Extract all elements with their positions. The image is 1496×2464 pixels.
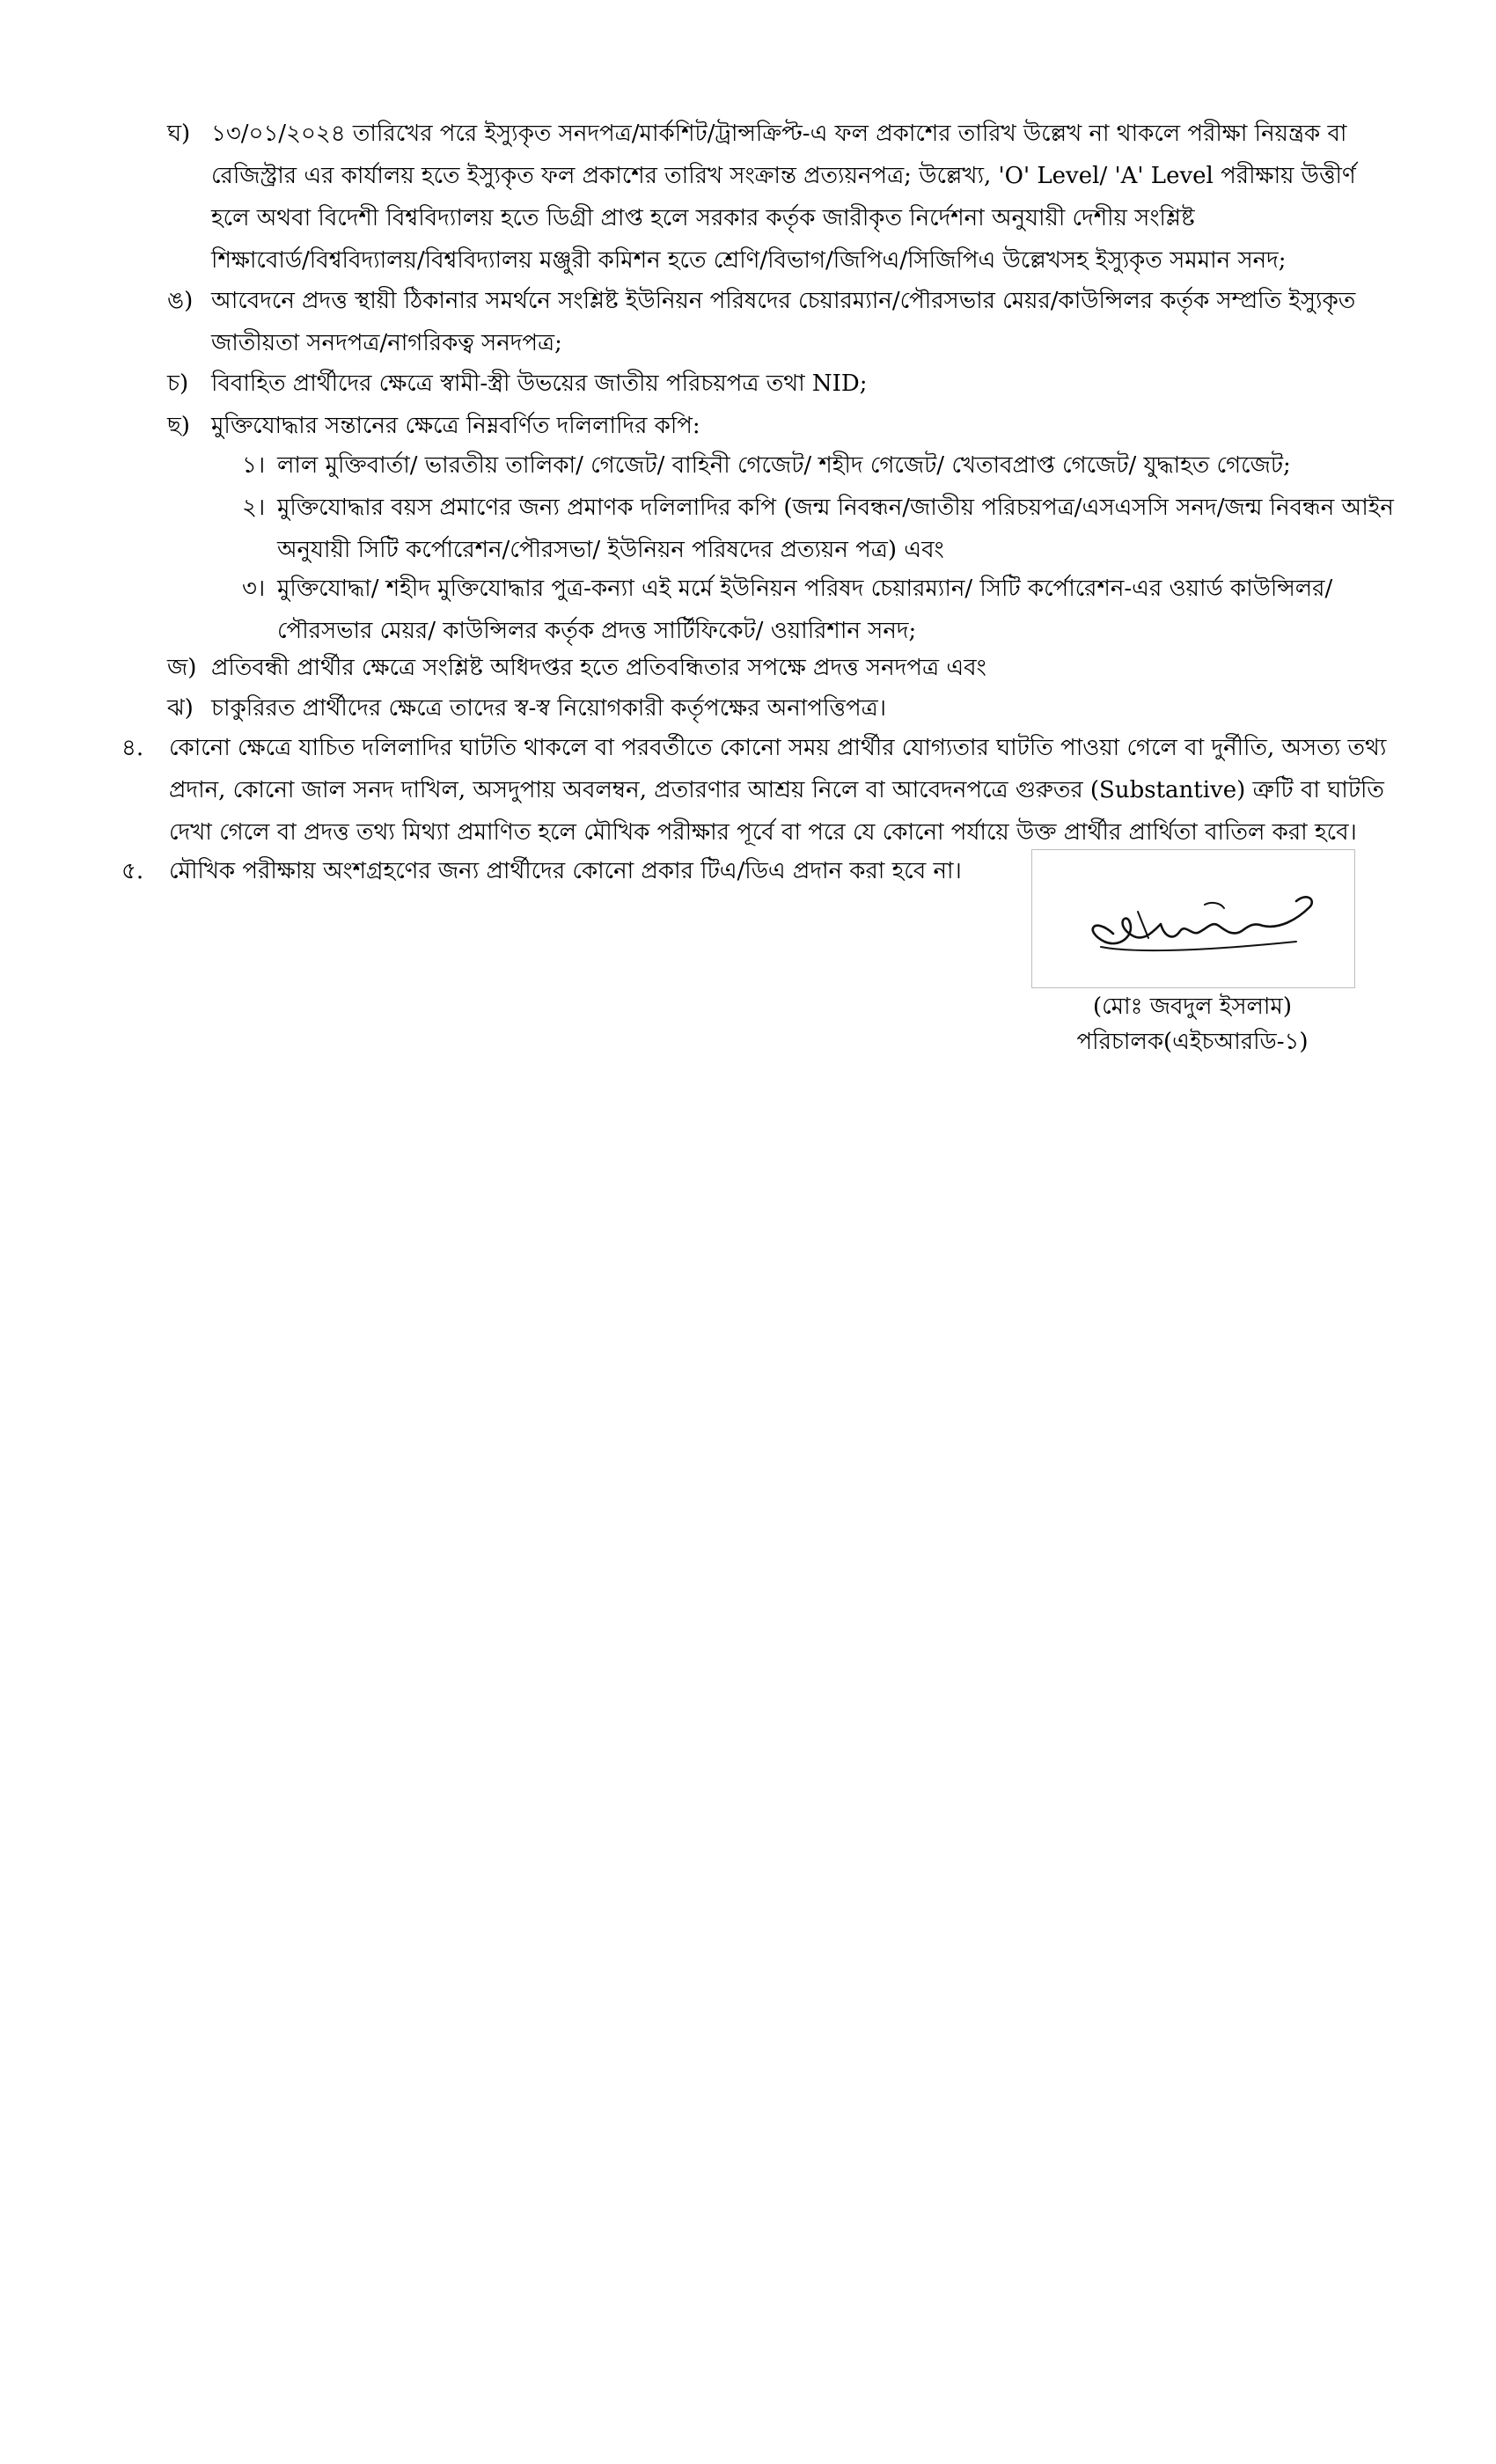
text-line: ১৩/০১/২০২৪ তারিখের পরে ইস্যুকৃত সনদপত্র/মার্কশিট/ট্রান্সক্রিপ্ট-এ ফল প্রকাশের তারিখ উল্লেখ না থাকলে পরীক্ষা নিয়ন্ত্রক বা [211, 121, 1347, 147]
text-line: দেখা গেলে বা প্রদত্ত তথ্য মিথ্যা প্রমাণিত হলে মৌখিক পরীক্ষার পূর্বে বা পরে যে কোনো পর্যায়ে উক্ত প্রার্থীর প্রার্থিতা বাতিল করা হবে। [169, 819, 1357, 846]
list-marker: ২। [242, 495, 266, 521]
list-marker: জ) [167, 655, 197, 681]
text-line: লাল মুক্তিবার্তা/ ভারতীয় তালিকা/ গেজেট/ বাহিনী গেজেট/ শহীদ গেজেট/ খেতাবপ্রাপ্ত গেজেট/ যুদ্ধাহত গেজেট; [277, 452, 1291, 479]
signature-box [1031, 849, 1355, 988]
text-line: মৌখিক পরীক্ষায় অংশগ্রহণের জন্য প্রার্থীদের কোনো প্রকার টিএ/ডিএ প্রদান করা হবে না। [169, 858, 962, 884]
list-marker: ৩। [242, 576, 266, 602]
text-line: জাতীয়তা সনদপত্র/নাগরিকত্ব সনদপত্র; [211, 330, 562, 356]
list-item-text [277, 568, 1368, 652]
text-line: প্রতিবন্ধী প্রার্থীর ক্ষেত্রে সংশ্লিষ্ট অধিদপ্তর হতে প্রতিবন্ধিতার সপক্ষে প্রদত্ত সনদপত্র এবং [211, 655, 986, 681]
list-item-text [211, 363, 1364, 405]
list-item-text [277, 487, 1394, 571]
text-line: পৌরসভার মেয়র/ কাউন্সিলর কর্তৃক প্রদত্ত সার্টিফিকেট/ ওয়ারিশান সনদ; [277, 618, 917, 644]
text-line: মুক্তিযোদ্ধার সন্তানের ক্ষেত্রে নিম্নবর্ণিত দলিলাদির কপি: [211, 413, 700, 439]
list-item-text [277, 444, 1368, 487]
text-line: মুক্তিযোদ্ধার বয়স প্রমাণের জন্য প্রমাণক দলিলাদির কপি (জন্ম নিবন্ধন/জাতীয় পরিচয়পত্র/এসএসসি সনদ/জন্ম নিবন্ধন আইন [277, 495, 1394, 521]
text-line: রেজিস্ট্রার এর কার্যালয় হতে ইস্যুকৃত ফল প্রকাশের তারিখ সংক্রান্ত প্রত্যয়নপত্র; উল্লেখ্য, 'O' Level/ 'A' Level পরীক্ষায় উত্তীর্ণ [211, 163, 1356, 189]
signatory-name: (মোঃ জবদুল ইসলাম) [1092, 994, 1293, 1020]
list-marker: ছ) [167, 413, 190, 439]
list-item-text [211, 405, 1364, 447]
list-marker: ১। [242, 452, 266, 479]
list-marker: ঙ) [167, 288, 194, 314]
list-marker: ৫. [121, 858, 144, 884]
list-marker: ৪. [121, 735, 144, 761]
list-item-text [211, 647, 1364, 689]
text-line: প্রদান, কোনো জাল সনদ দাখিল, অসদুপায় অবলম্বন, প্রতারণার আশ্রয় নিলে বা আবেদনপত্রে গুরুতর (Substantive) ত্রুটি বা ঘাটতি [169, 777, 1384, 803]
list-marker: ঝ) [167, 695, 194, 722]
text-line: শিক্ষাবোর্ড/বিশ্ববিদ্যালয়/বিশ্ববিদ্যালয় মঞ্জুরী কমিশন হতে শ্রেণি/বিভাগ/জিপিএ/সিজিপিএ উল্লেখসহ ইস্যুকৃত সমমান সনদ; [211, 247, 1287, 274]
handwritten-signature [1032, 850, 1354, 987]
text-line: বিবাহিত প্রার্থীদের ক্ষেত্রে স্বামী-স্ত্রী উভয়ের জাতীয় পরিচয়পত্র তথা NID; [211, 370, 868, 397]
list-item-text [211, 687, 1364, 730]
list-marker: ঘ) [167, 121, 191, 147]
text-line: অনুযায়ী সিটি কর্পোরেশন/পৌরসভা/ ইউনিয়ন পরিষদের প্রত্যয়ন পত্র) এবং [277, 537, 944, 563]
text-line: হলে অথবা বিদেশী বিশ্ববিদ্যালয় হতে ডিগ্রী প্রাপ্ত হলে সরকার কর্তৃক জারীকৃত নির্দেশনা অনুযায়ী দেশীয় সংশ্লিষ্ট [211, 205, 1195, 231]
signatory-designation: পরিচালক(এইচআরডি-১) [1076, 1029, 1309, 1055]
list-item-text [169, 727, 1387, 854]
text-line: কোনো ক্ষেত্রে যাচিত দলিলাদির ঘাটতি থাকলে বা পরবর্তীতে কোনো সময় প্রার্থীর যোগ্যতার ঘাটতি পাওয়া গেলে বা দুর্নীতি, অসত্য তথ্য [169, 735, 1387, 761]
text-line: চাকুরিরত প্রার্থীদের ক্ষেত্রে তাদের স্ব-স্ব নিয়োগকারী কর্তৃপক্ষের অনাপত্তিপত্র। [211, 695, 887, 722]
text-line: মুক্তিযোদ্ধা/ শহীদ মুক্তিযোদ্ধার পুত্র-কন্যা এই মর্মে ইউনিয়ন পরিষদ চেয়ারম্যান/ সিটি কর্পোরেশন-এর ওয়ার্ড কাউন্সিলর/ [277, 576, 1333, 602]
list-item-text [211, 113, 1364, 282]
text-line: আবেদনে প্রদত্ত স্থায়ী ঠিকানার সমর্থনে সংশ্লিষ্ট ইউনিয়ন পরিষদের চেয়ারম্যান/পৌরসভার মেয়র/কাউন্সিলর কর্তৃক সম্প্রতি ইস্যুকৃত [211, 288, 1356, 314]
list-item-text [211, 280, 1364, 364]
list-marker: চ) [167, 370, 189, 397]
